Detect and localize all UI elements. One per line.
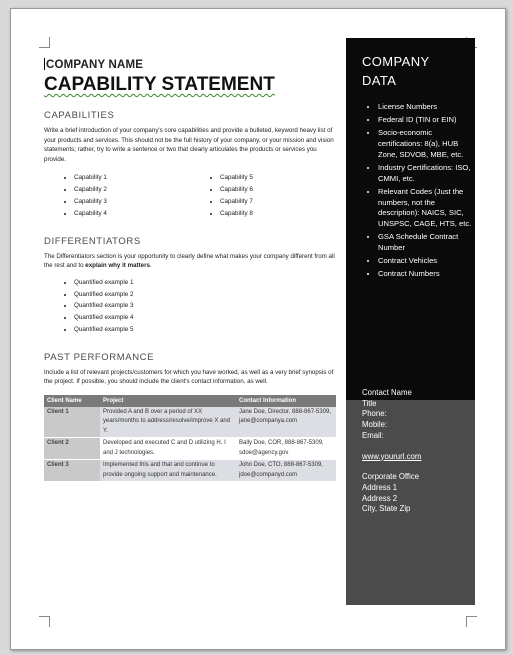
contact-cell: Bally Doe, COR, 888-867-5309, sdoe@agency.gov bbox=[236, 438, 336, 460]
list-item: • License Numbers bbox=[378, 102, 475, 113]
address-line-2: Address 2 bbox=[362, 493, 398, 503]
list-item: • Capability 7 bbox=[220, 196, 336, 208]
contact-cell: Jane Doe, Director, 888-867-5309, jane@companya.com bbox=[236, 407, 336, 438]
page-title[interactable]: CAPABILITY STATEMENT bbox=[44, 74, 275, 95]
list-item: • Relevant Codes (Just the numbers, not the description): NAICS, SIC, UNSPSC, CAGE, HTS, etc. bbox=[378, 187, 475, 230]
list-item: • Capability 2 bbox=[74, 184, 190, 196]
contact-block bbox=[362, 388, 475, 515]
company-data-title bbox=[362, 52, 475, 90]
list-item: • Quantified example 1 bbox=[74, 277, 336, 289]
past-performance-table bbox=[44, 395, 336, 483]
column-header: Contact Information bbox=[236, 395, 336, 407]
capabilities-paragraph: Write a brief introduction of your company's core capabilities and provide a bulleted, keyword heavy list of your products and services. This should not be the full history of your company, or your mission and vision statements; rather, try to write a sentence or two that clearly articulates the products or services you provide. bbox=[44, 127, 334, 163]
past-performance-paragraph: Include a list of relevant projects/customers for which you have worked, as well as a very brief synopsis of the project. If possible, you should include the client's contact information, as well. bbox=[44, 368, 334, 386]
contact-email: Email: bbox=[362, 430, 384, 440]
contact-panel bbox=[346, 388, 475, 605]
company-data-panel bbox=[346, 38, 475, 400]
column-header: Client Name bbox=[44, 395, 100, 407]
capabilities-col-1 bbox=[44, 172, 190, 219]
list-item: • Quantified example 5 bbox=[74, 324, 336, 336]
client-cell: Client 3 bbox=[44, 460, 100, 482]
list-item: • Capability 4 bbox=[74, 208, 190, 220]
list-item: • Capability 5 bbox=[220, 172, 336, 184]
client-cell: Client 1 bbox=[44, 407, 100, 438]
project-cell: Implemented this and that and continue to provide ongoing support and maintenance. bbox=[100, 460, 236, 482]
list-item: • Capability 8 bbox=[220, 208, 336, 220]
capabilities-list bbox=[44, 172, 336, 219]
past-performance-heading: PAST PERFORMANCE bbox=[44, 351, 155, 363]
project-cell: Developed and executed C and D utilizing H, I and J technologies. bbox=[100, 438, 236, 460]
table-row bbox=[44, 460, 336, 482]
contact-name: Contact Name bbox=[362, 388, 412, 397]
company-data-title-line1: COMPANY bbox=[362, 54, 430, 69]
capabilities-heading: CAPABILITIES bbox=[44, 110, 115, 121]
list-item: • GSA Schedule Contract Number bbox=[378, 232, 475, 253]
column-header: Project bbox=[100, 395, 236, 407]
contact-title: Title bbox=[362, 398, 377, 408]
crop-mark bbox=[39, 37, 50, 48]
list-item: • Socio-economic certifications: 8(a), HUB Zone, SDVOB, MBE, etc. bbox=[378, 128, 475, 160]
company-data-list bbox=[346, 102, 475, 280]
differentiators-text-end: . bbox=[149, 262, 152, 270]
list-item: • Industry Certifications: ISO, CMMI, etc. bbox=[378, 163, 475, 184]
table-row bbox=[44, 407, 336, 438]
contact-phone: Phone: bbox=[362, 409, 387, 419]
list-item: • Contract Vehicles bbox=[378, 256, 475, 267]
client-cell: Client 2 bbox=[44, 438, 100, 460]
differentiators-heading: DIFFERENTIATORS bbox=[44, 235, 141, 247]
contact-cell: John Doe, CTO, 888-867-5309, jdoe@companyd.com bbox=[236, 460, 336, 482]
company-name[interactable]: COMPANY NAME bbox=[44, 58, 336, 71]
office-label: Corporate Office bbox=[362, 472, 420, 482]
website-link[interactable]: www.yoururl.com bbox=[362, 451, 422, 461]
crop-mark bbox=[466, 616, 477, 627]
table-header-row bbox=[44, 395, 336, 407]
city-state-zip: City, State Zip bbox=[362, 504, 411, 514]
list-item: • Federal ID (TIN or EIN) bbox=[378, 115, 475, 126]
differentiators-text: The Differentiators section is your opportunity to clearly define what makes your company different from all the rest and to bbox=[44, 252, 335, 270]
main-column bbox=[44, 50, 336, 482]
list-item: • Contract Numbers bbox=[378, 269, 475, 280]
table-row bbox=[44, 438, 336, 460]
capabilities-col-2 bbox=[190, 172, 336, 219]
address-line-1: Address 1 bbox=[362, 482, 398, 492]
crop-mark bbox=[39, 616, 50, 627]
list-item: • Quantified example 3 bbox=[74, 300, 336, 312]
list-item: • Quantified example 2 bbox=[74, 289, 336, 301]
list-item: • Capability 6 bbox=[220, 184, 336, 196]
differentiators-paragraph bbox=[44, 252, 336, 271]
list-item: • Capability 1 bbox=[74, 172, 190, 184]
company-data-title-line2: DATA bbox=[362, 73, 397, 88]
list-item: • Quantified example 4 bbox=[74, 312, 336, 324]
differentiators-list bbox=[44, 277, 336, 336]
list-item: • Capability 3 bbox=[74, 196, 190, 208]
project-cell: Provided A and B over a period of XX years/months to address/resolve/improve X and Y. bbox=[100, 407, 236, 438]
contact-mobile: Mobile: bbox=[362, 420, 388, 430]
differentiators-emphasis: explain why it matters bbox=[85, 262, 150, 270]
